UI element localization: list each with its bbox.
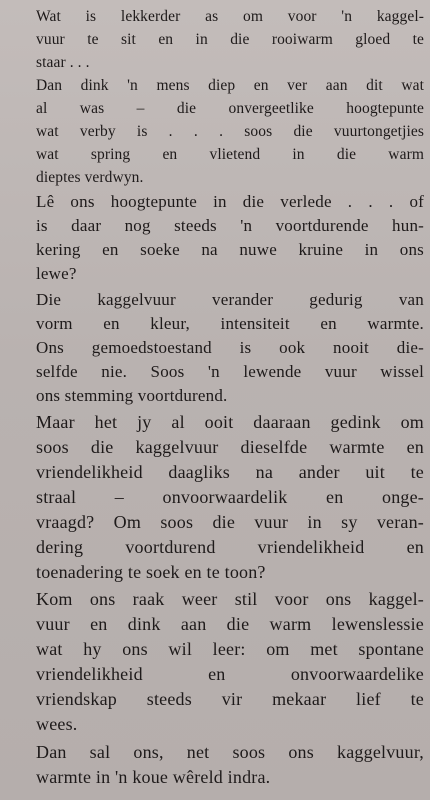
text-line: toenadering te soek en te toon? xyxy=(36,562,266,582)
text-line: vriendelikheid daagliks na ander uit te xyxy=(36,462,424,482)
text-line: wat hy ons wil leer: om met spontane xyxy=(36,639,424,659)
text-line: Kom ons raak weer stil voor ons kaggel- xyxy=(36,589,424,609)
text-line: wat spring en vlietend in die warm xyxy=(36,146,424,163)
text-line: soos die kaggelvuur dieselfde warmte en xyxy=(36,437,424,457)
text-line: Dan sal ons, net soos ons kaggelvuur, xyxy=(36,742,424,762)
text-line: kering en soeke na nuwe kruine in ons xyxy=(36,240,424,259)
text-line: al was – die onvergeetlike hoogtepunte xyxy=(36,100,424,117)
text-line: vriendelikheid en onvoorwaardelike xyxy=(36,664,424,684)
text-line: wat verby is . . . soos die vuurtongetjies xyxy=(36,123,424,140)
text-line: wees. xyxy=(36,714,78,734)
text-line: vuur en dink aan die warm lewenslessie xyxy=(36,614,424,634)
text-line: dering voortdurend vriendelikheid en xyxy=(36,537,424,557)
text-line: Ons gemoedstoestand is ook nooit die- xyxy=(36,338,424,357)
text-line: lewe? xyxy=(36,264,77,283)
text-line: Dan dink 'n mens diep en ver aan dit wat xyxy=(36,77,424,94)
text-line: warmte in 'n koue wêreld indra. xyxy=(36,767,271,787)
text-line: straal – onvoorwaardelik en onge- xyxy=(36,487,424,507)
text-line: is daar nog steeds 'n voortdurende hun- xyxy=(36,216,424,235)
text-line: selfde nie. Soos 'n lewende vuur wissel xyxy=(36,362,424,381)
text-line: Die kaggelvuur verander gedurig van xyxy=(36,290,424,309)
text-line: Lê ons hoogtepunte in die verlede . . . of xyxy=(36,192,424,211)
text-line: vriendskap steeds vir mekaar lief te xyxy=(36,689,424,709)
text-line: Wat is lekkerder as om voor 'n kaggel- xyxy=(36,8,424,25)
text-line: Maar het jy al ooit daaraan gedink om xyxy=(36,412,424,432)
text-line: dieptes verdwyn. xyxy=(36,169,144,186)
text-line: vuur te sit en in die rooiwarm gloed te xyxy=(36,31,424,48)
text-line: vraagd? Om soos die vuur in sy veran- xyxy=(36,512,424,532)
text-line: ons stemming voortdurend. xyxy=(36,386,228,405)
text-line: staar . . . xyxy=(36,54,90,71)
text-line: vorm en kleur, intensiteit en warmte. xyxy=(36,314,424,333)
